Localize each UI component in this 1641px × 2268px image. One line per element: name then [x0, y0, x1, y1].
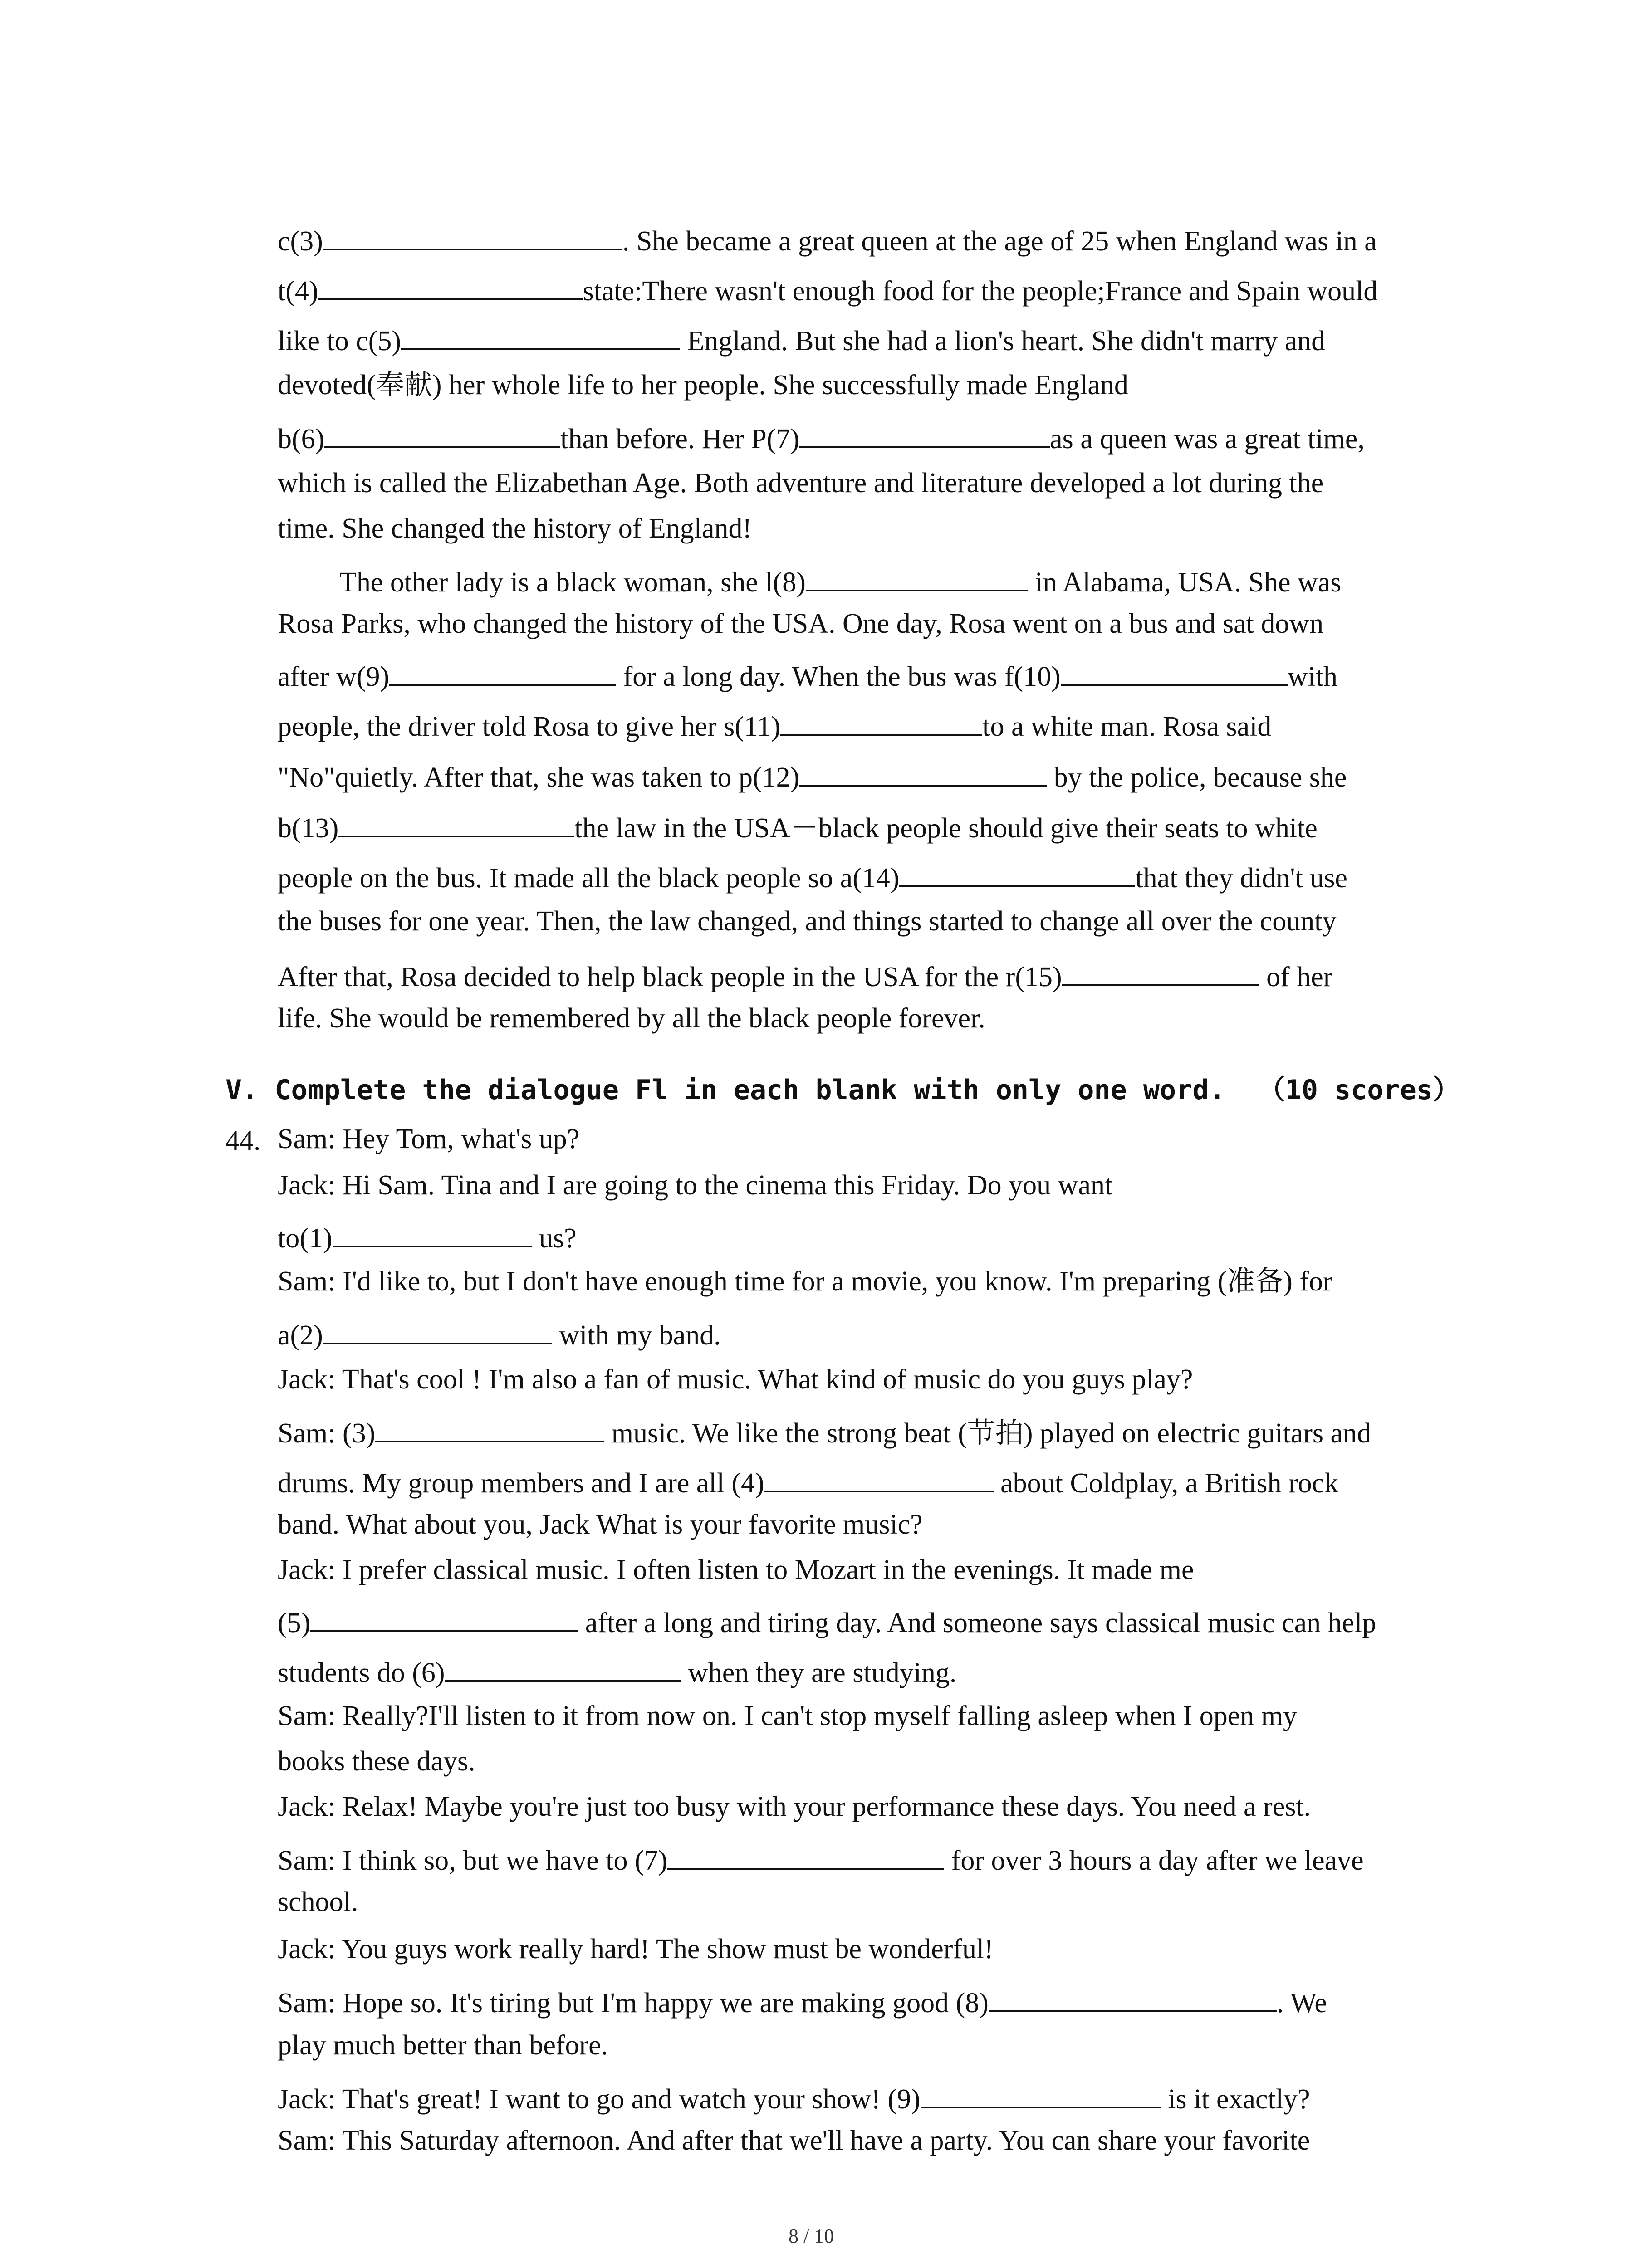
line-text: England. But she had a lion's heart. She didn't marry and [680, 326, 1326, 357]
answer-blank-d7[interactable] [667, 1843, 944, 1870]
dialogue-line: books these days. [278, 1746, 475, 1777]
line-text: with [1287, 661, 1338, 692]
line-text: a(2) [278, 1320, 323, 1351]
line-text: when they are studying. [681, 1657, 957, 1688]
dialogue-line: Sam: Really?I'll listen to it from now on. I can't stop myself falling asleep when I open my [278, 1701, 1297, 1731]
line-text: b(13) [278, 813, 339, 844]
passage-line [278, 659, 1337, 691]
passage-line: the buses for one year. Then, the law changed, and things started to change all over the county [278, 906, 1337, 937]
page-indicator: 8 / 10 [789, 2225, 834, 2247]
dialogue-line [278, 1317, 721, 1350]
dialogue-line [278, 2081, 1310, 2114]
line-text: people, the driver told Rosa to give her s(11) [278, 711, 781, 742]
dialogue-line [278, 1220, 577, 1253]
answer-blank-d5[interactable] [310, 1605, 578, 1632]
answer-blank-5[interactable] [401, 323, 680, 350]
line-text: like to c(5) [278, 326, 402, 357]
answer-blank-4[interactable] [318, 273, 583, 300]
answer-blank-14[interactable] [899, 860, 1135, 887]
passage-line: which is called the Elizabethan Age. Both adventure and literature developed a lot during the [278, 468, 1324, 499]
line-text: about Coldplay, a British rock [993, 1468, 1339, 1499]
answer-blank-9[interactable] [389, 659, 616, 686]
dialogue-line [278, 1415, 1371, 1448]
dialogue-line: Sam: I'd like to, but I don't have enough time for a movie, you know. I'm preparing (准备) for [278, 1266, 1332, 1297]
line-text: for a long day. When the bus was f(10) [616, 661, 1061, 692]
passage-line [278, 709, 1271, 741]
passage-line [278, 959, 1332, 992]
answer-blank-3[interactable] [323, 223, 622, 250]
line-text: us? [532, 1223, 577, 1254]
dialogue-line: Sam: This Saturday afternoon. And after that we'll have a party. You can share your favorite [278, 2125, 1310, 2156]
dialogue-line [278, 1605, 1376, 1637]
dialogue-line: play much better than before. [278, 2030, 608, 2061]
dialogue-line: Jack: Relax! Maybe you're just too busy with your performance these days. You need a rest. [278, 1791, 1311, 1822]
answer-blank-d4[interactable] [764, 1465, 994, 1492]
passage-line [278, 273, 1377, 306]
passage-line [278, 223, 1377, 256]
answer-blank-d2[interactable] [323, 1317, 552, 1344]
line-text: After that, Rosa decided to help black people in the USA for the r(15) [278, 962, 1062, 992]
answer-blank-d1[interactable] [333, 1220, 532, 1247]
line-text: in Alabama, USA. She was [1028, 567, 1342, 598]
line-text: b(6) [278, 424, 325, 455]
dialogue-line: Jack: That's cool ! I'm also a fan of music. What kind of music do you guys play? [278, 1364, 1193, 1395]
dialogue-line: Jack: Hi Sam. Tina and I are going to the cinema this Friday. Do you want [278, 1170, 1113, 1201]
section-heading: V. Complete the dialogue Fl in each blank with only one word. （10 scores） [225, 1074, 1460, 1106]
passage-line: time. She changed the history of England! [278, 513, 752, 544]
answer-blank-8[interactable] [806, 564, 1028, 591]
line-text: people on the bus. It made all the black people so a(14) [278, 863, 900, 894]
dialogue-line: school. [278, 1887, 358, 1917]
line-text: Jack: That's great! I want to go and watch your show! (9) [278, 2084, 921, 2115]
line-text: to(1) [278, 1223, 333, 1254]
line-text: of her [1259, 962, 1333, 992]
line-text: with my band. [552, 1320, 721, 1351]
line-text: the law in the USA－black people should give their seats to white [574, 813, 1318, 844]
line-text: after w(9) [278, 661, 390, 692]
line-text: . She became a great queen at the age of 25 when England was in a [622, 226, 1377, 257]
passage-line [278, 759, 1347, 792]
answer-blank-15[interactable] [1062, 959, 1259, 986]
dialogue-line [278, 1465, 1338, 1498]
line-text: state:There wasn't enough food for the people;France and Spain would [583, 276, 1378, 307]
line-text: by the police, because she [1047, 762, 1347, 793]
dialogue-line [278, 1655, 956, 1687]
dialogue-line: band. What about you, Jack What is your favorite music? [278, 1509, 923, 1540]
answer-blank-6[interactable] [324, 421, 560, 448]
line-text: students do (6) [278, 1657, 445, 1688]
answer-blank-12[interactable] [799, 759, 1047, 787]
line-text: that they didn't use [1135, 863, 1347, 894]
line-text: Sam: (3) [278, 1418, 376, 1449]
line-text: Sam: Hope so. It's tiring but I'm happy we are making good (8) [278, 1988, 989, 2019]
dialogue-line: Jack: I prefer classical music. I often listen to Mozart in the evenings. It made me [278, 1554, 1194, 1585]
line-text: (5) [278, 1608, 311, 1638]
answer-blank-13[interactable] [338, 810, 574, 837]
line-text: to a white man. Rosa said [982, 711, 1272, 742]
answer-blank-10[interactable] [1061, 659, 1288, 686]
answer-blank-d6[interactable] [445, 1655, 681, 1682]
passage-line [278, 810, 1318, 843]
answer-blank-11[interactable] [780, 709, 982, 736]
line-text: . We [1276, 1988, 1327, 2019]
passage-line [278, 323, 1325, 356]
passage-line [278, 421, 1365, 454]
passage-line: life. She would be remembered by all the black people forever. [278, 1003, 985, 1034]
dialogue-line: Jack: You guys work really hard! The show must be wonderful! [278, 1934, 994, 1965]
line-text: Sam: I think so, but we have to (7) [278, 1845, 668, 1876]
passage-line [339, 564, 1341, 597]
line-text: after a long and tiring day. And someone says classical music can help [578, 1608, 1376, 1638]
line-text: as a queen was a great time, [1050, 424, 1365, 455]
answer-blank-7[interactable] [799, 421, 1050, 448]
answer-blank-d8[interactable] [989, 1985, 1277, 2012]
passage-line: devoted(奉献) her whole life to her people. She successfully made England [278, 370, 1128, 401]
line-text: is it exactly? [1161, 2084, 1310, 2115]
line-text: "No"quietly. After that, she was taken to p(12) [278, 762, 800, 793]
question-number: 44. [225, 1125, 261, 1156]
dialogue-line [278, 1985, 1327, 2018]
line-text: c(3) [278, 226, 323, 257]
line-text: drums. My group members and I are all (4) [278, 1468, 764, 1499]
line-text: The other lady is a black woman, she l(8) [339, 567, 806, 598]
answer-blank-d9[interactable] [921, 2081, 1161, 2108]
passage-line [278, 860, 1347, 893]
line-text: t(4) [278, 276, 318, 307]
passage-line: Rosa Parks, who changed the history of the USA. One day, Rosa went on a bus and sat down [278, 608, 1324, 639]
answer-blank-d3[interactable] [375, 1415, 604, 1442]
line-text: music. We like the strong beat (节拍) played on electric guitars and [604, 1418, 1371, 1449]
dialogue-line: Sam: Hey Tom, what's up? [278, 1124, 580, 1154]
line-text: than before. Her P(7) [560, 424, 800, 455]
line-text: for over 3 hours a day after we leave [944, 1845, 1364, 1876]
dialogue-line [278, 1843, 1364, 1875]
